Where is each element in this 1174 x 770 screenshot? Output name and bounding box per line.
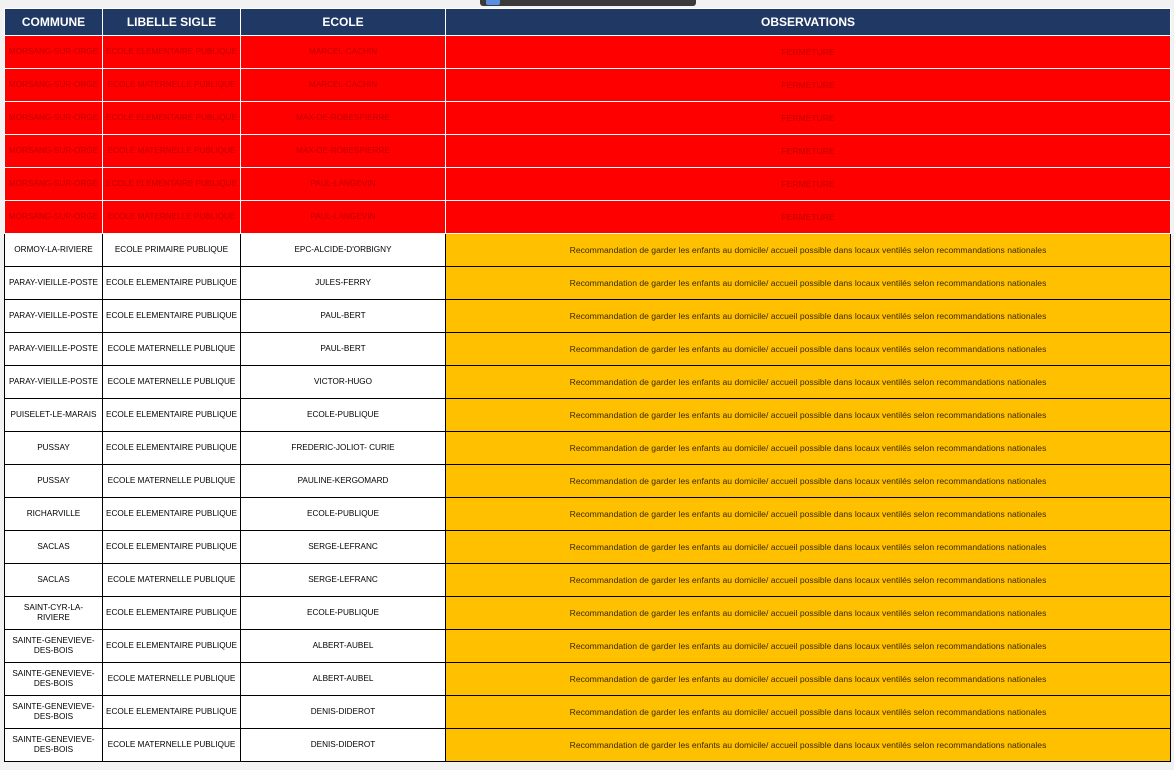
commune-cell: RICHARVILLE bbox=[5, 498, 103, 531]
table-row bbox=[5, 531, 1171, 564]
commune-cell: MORSANG-SUR-ORGE bbox=[5, 69, 103, 102]
table-row bbox=[5, 366, 1171, 399]
sigle-cell: ECOLE MATERNELLE PUBLIQUE bbox=[103, 135, 241, 168]
ecole-cell: PAULINE-KERGOMARD bbox=[241, 465, 446, 498]
observation-cell: FERMETURE bbox=[446, 102, 1171, 135]
commune-cell: PUSSAY bbox=[5, 465, 103, 498]
ecole-cell: SERGE-LEFRANC bbox=[241, 564, 446, 597]
observation-cell: FERMETURE bbox=[446, 201, 1171, 234]
observation-cell: Recommandation de garder les enfants au domicile/ accueil possible dans locaux ventilés selon recommandations nationales bbox=[446, 663, 1171, 696]
ecole-cell: ALBERT-AUBEL bbox=[241, 630, 446, 663]
ecole-cell: EPC-ALCIDE-D'ORBIGNY bbox=[241, 234, 446, 267]
sigle-cell: ECOLE ELEMENTAIRE PUBLIQUE bbox=[103, 531, 241, 564]
commune-cell: PARAY-VIEILLE-POSTE bbox=[5, 267, 103, 300]
ecole-cell: PAUL-LANGEVIN bbox=[241, 201, 446, 234]
observation-cell: Recommandation de garder les enfants au domicile/ accueil possible dans locaux ventilés selon recommandations nationales bbox=[446, 267, 1171, 300]
ecole-cell: DENIS-DIDEROT bbox=[241, 696, 446, 729]
observation-cell: Recommandation de garder les enfants au domicile/ accueil possible dans locaux ventilés selon recommandations nationales bbox=[446, 564, 1171, 597]
commune-cell: MORSANG-SUR-ORGE bbox=[5, 135, 103, 168]
header-commune: COMMUNE bbox=[5, 9, 103, 36]
observation-cell: FERMETURE bbox=[446, 135, 1171, 168]
commune-cell: SAINTE-GENEVIEVE-DES-BOIS bbox=[5, 663, 103, 696]
header-row bbox=[5, 9, 1171, 36]
observation-cell: Recommandation de garder les enfants au domicile/ accueil possible dans locaux ventilés selon recommandations nationales bbox=[446, 300, 1171, 333]
ecole-cell: PAUL-BERT bbox=[241, 333, 446, 366]
commune-cell: SACLAS bbox=[5, 564, 103, 597]
observation-cell: Recommandation de garder les enfants au domicile/ accueil possible dans locaux ventilés selon recommandations nationales bbox=[446, 234, 1171, 267]
commune-cell: SAINTE-GENEVIEVE-DES-BOIS bbox=[5, 630, 103, 663]
table-body bbox=[5, 36, 1171, 762]
table-row bbox=[5, 498, 1171, 531]
ecole-cell: FREDERIC-JOLIOT- CURIE bbox=[241, 432, 446, 465]
observation-cell: Recommandation de garder les enfants au domicile/ accueil possible dans locaux ventilés selon recommandations nationales bbox=[446, 630, 1171, 663]
ecole-cell: PAUL-LANGEVIN bbox=[241, 168, 446, 201]
sigle-cell: ECOLE ELEMENTAIRE PUBLIQUE bbox=[103, 432, 241, 465]
schools-table bbox=[4, 8, 1171, 762]
sigle-cell: ECOLE ELEMENTAIRE PUBLIQUE bbox=[103, 36, 241, 69]
ecole-cell: MARCEL-CACHIN bbox=[241, 69, 446, 102]
ecole-cell: MAX-DE-ROBESPIERRE bbox=[241, 135, 446, 168]
ecole-cell: ECOLE-PUBLIQUE bbox=[241, 597, 446, 630]
commune-cell: SACLAS bbox=[5, 531, 103, 564]
observation-cell: Recommandation de garder les enfants au domicile/ accueil possible dans locaux ventilés selon recommandations nationales bbox=[446, 366, 1171, 399]
sigle-cell: ECOLE MATERNELLE PUBLIQUE bbox=[103, 564, 241, 597]
ecole-cell: MAX-DE-ROBESPIERRE bbox=[241, 102, 446, 135]
table-row bbox=[5, 630, 1171, 663]
commune-cell: MORSANG-SUR-ORGE bbox=[5, 168, 103, 201]
table-row bbox=[5, 432, 1171, 465]
ecole-cell: VICTOR-HUGO bbox=[241, 366, 446, 399]
commune-cell: MORSANG-SUR-ORGE bbox=[5, 36, 103, 69]
sigle-cell: ECOLE ELEMENTAIRE PUBLIQUE bbox=[103, 399, 241, 432]
observation-cell: Recommandation de garder les enfants au domicile/ accueil possible dans locaux ventilés selon recommandations nationales bbox=[446, 597, 1171, 630]
header-libelle-sigle: LIBELLE SIGLE bbox=[103, 9, 241, 36]
ecole-cell: ECOLE-PUBLIQUE bbox=[241, 498, 446, 531]
ecole-cell: ECOLE-PUBLIQUE bbox=[241, 399, 446, 432]
sigle-cell: ECOLE MATERNELLE PUBLIQUE bbox=[103, 201, 241, 234]
commune-cell: MORSANG-SUR-ORGE bbox=[5, 102, 103, 135]
ecole-cell: MARCEL-CACHIN bbox=[241, 36, 446, 69]
sigle-cell: ECOLE PRIMAIRE PUBLIQUE bbox=[103, 234, 241, 267]
observation-cell: Recommandation de garder les enfants au domicile/ accueil possible dans locaux ventilés selon recommandations nationales bbox=[446, 498, 1171, 531]
table-row bbox=[5, 102, 1171, 135]
table-row bbox=[5, 135, 1171, 168]
table-row bbox=[5, 267, 1171, 300]
header-ecole: ECOLE bbox=[241, 9, 446, 36]
commune-cell: PARAY-VIEILLE-POSTE bbox=[5, 300, 103, 333]
table-row bbox=[5, 465, 1171, 498]
table-row bbox=[5, 696, 1171, 729]
commune-cell: PUISELET-LE-MARAIS bbox=[5, 399, 103, 432]
table-row bbox=[5, 564, 1171, 597]
table-row bbox=[5, 663, 1171, 696]
sigle-cell: ECOLE ELEMENTAIRE PUBLIQUE bbox=[103, 267, 241, 300]
sigle-cell: ECOLE MATERNELLE PUBLIQUE bbox=[103, 465, 241, 498]
commune-cell: ORMOY-LA-RIVIERE bbox=[5, 234, 103, 267]
sigle-cell: ECOLE ELEMENTAIRE PUBLIQUE bbox=[103, 168, 241, 201]
ecole-cell: SERGE-LEFRANC bbox=[241, 531, 446, 564]
observation-cell: Recommandation de garder les enfants au domicile/ accueil possible dans locaux ventilés selon recommandations nationales bbox=[446, 432, 1171, 465]
viewer-toolbar[interactable] bbox=[480, 0, 696, 6]
observation-cell: Recommandation de garder les enfants au domicile/ accueil possible dans locaux ventilés selon recommandations nationales bbox=[446, 399, 1171, 432]
observation-cell: Recommandation de garder les enfants au domicile/ accueil possible dans locaux ventilés selon recommandations nationales bbox=[446, 531, 1171, 564]
sigle-cell: ECOLE ELEMENTAIRE PUBLIQUE bbox=[103, 630, 241, 663]
observation-cell: Recommandation de garder les enfants au domicile/ accueil possible dans locaux ventilés selon recommandations nationales bbox=[446, 333, 1171, 366]
observation-cell: Recommandation de garder les enfants au domicile/ accueil possible dans locaux ventilés selon recommandations nationales bbox=[446, 729, 1171, 762]
table-row bbox=[5, 399, 1171, 432]
commune-cell: SAINT-CYR-LA-RIVIERE bbox=[5, 597, 103, 630]
table-row bbox=[5, 333, 1171, 366]
ecole-cell: ALBERT-AUBEL bbox=[241, 663, 446, 696]
commune-cell: SAINTE-GENEVIEVE-DES-BOIS bbox=[5, 729, 103, 762]
table-row bbox=[5, 69, 1171, 102]
sigle-cell: ECOLE MATERNELLE PUBLIQUE bbox=[103, 729, 241, 762]
sigle-cell: ECOLE MATERNELLE PUBLIQUE bbox=[103, 663, 241, 696]
table-row bbox=[5, 201, 1171, 234]
commune-cell: PUSSAY bbox=[5, 432, 103, 465]
table-row bbox=[5, 729, 1171, 762]
commune-cell: SAINTE-GENEVIEVE-DES-BOIS bbox=[5, 696, 103, 729]
commune-cell: PARAY-VIEILLE-POSTE bbox=[5, 333, 103, 366]
observation-cell: Recommandation de garder les enfants au domicile/ accueil possible dans locaux ventilés selon recommandations nationales bbox=[446, 465, 1171, 498]
header-observations: OBSERVATIONS bbox=[446, 9, 1171, 36]
toolbar-indicator bbox=[486, 0, 500, 5]
sigle-cell: ECOLE ELEMENTAIRE PUBLIQUE bbox=[103, 498, 241, 531]
sigle-cell: ECOLE MATERNELLE PUBLIQUE bbox=[103, 333, 241, 366]
sigle-cell: ECOLE MATERNELLE PUBLIQUE bbox=[103, 366, 241, 399]
observation-cell: FERMETURE bbox=[446, 168, 1171, 201]
commune-cell: PARAY-VIEILLE-POSTE bbox=[5, 366, 103, 399]
sigle-cell: ECOLE ELEMENTAIRE PUBLIQUE bbox=[103, 597, 241, 630]
observation-cell: FERMETURE bbox=[446, 69, 1171, 102]
ecole-cell: JULES-FERRY bbox=[241, 267, 446, 300]
commune-cell: MORSANG-SUR-ORGE bbox=[5, 201, 103, 234]
sigle-cell: ECOLE ELEMENTAIRE PUBLIQUE bbox=[103, 102, 241, 135]
observation-cell: Recommandation de garder les enfants au domicile/ accueil possible dans locaux ventilés selon recommandations nationales bbox=[446, 696, 1171, 729]
ecole-cell: DENIS-DIDEROT bbox=[241, 729, 446, 762]
table-row bbox=[5, 300, 1171, 333]
sigle-cell: ECOLE MATERNELLE PUBLIQUE bbox=[103, 69, 241, 102]
table-row bbox=[5, 36, 1171, 69]
observation-cell: FERMETURE bbox=[446, 36, 1171, 69]
ecole-cell: PAUL-BERT bbox=[241, 300, 446, 333]
table-row bbox=[5, 168, 1171, 201]
table-row bbox=[5, 234, 1171, 267]
sigle-cell: ECOLE ELEMENTAIRE PUBLIQUE bbox=[103, 300, 241, 333]
sigle-cell: ECOLE ELEMENTAIRE PUBLIQUE bbox=[103, 696, 241, 729]
table-row bbox=[5, 597, 1171, 630]
